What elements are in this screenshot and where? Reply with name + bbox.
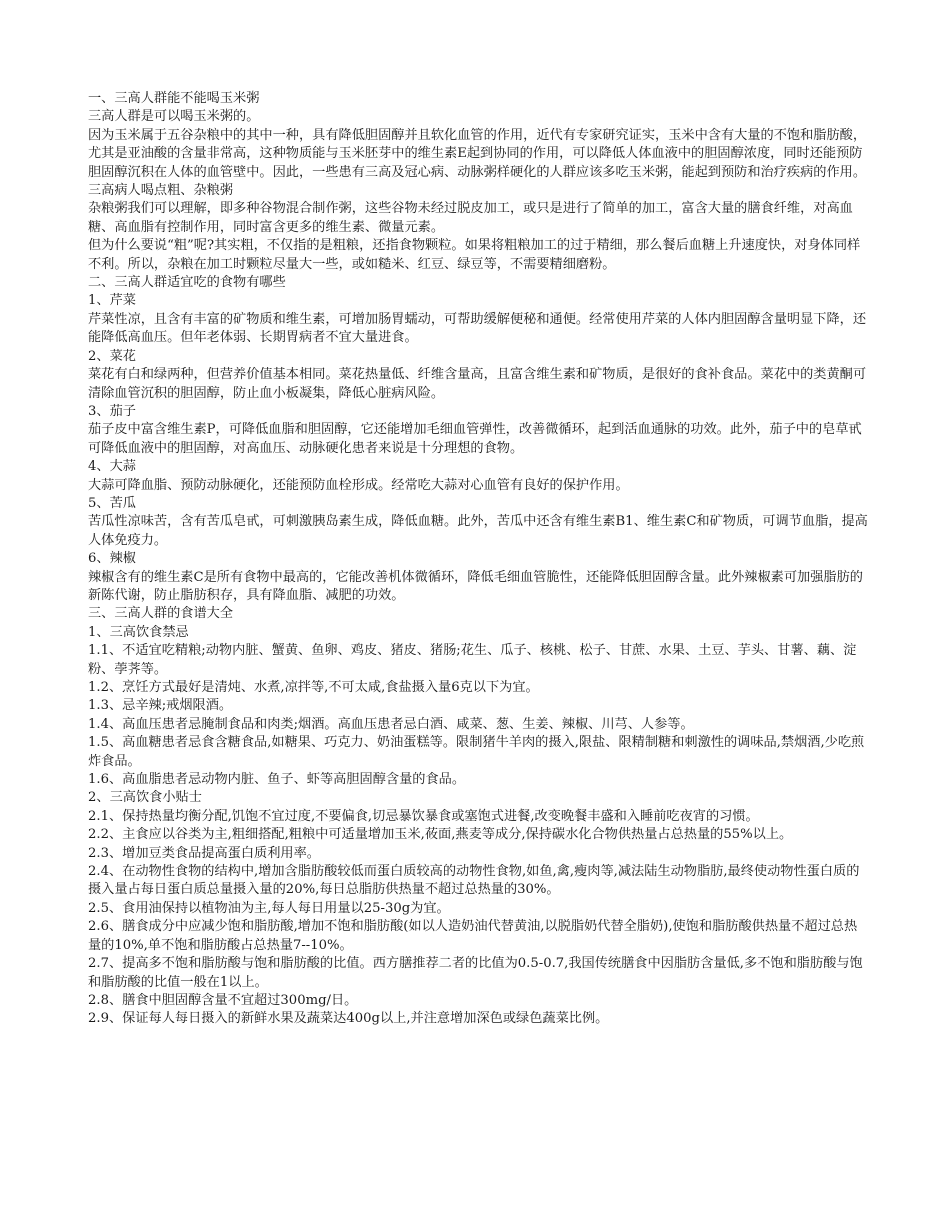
document-body: [88, 90, 868, 1029]
item-heading: 1、三高饮食禁忌: [88, 624, 189, 640]
item-heading: 2、三高饮食小贴士: [88, 790, 202, 806]
section-heading: 三、三高人群的食谱大全: [88, 606, 234, 622]
list-item: 2.8、膳食中胆固醇含量不宜超过300mg/日。: [88, 992, 358, 1008]
paragraph: 三高人群是可以喝玉米粥的。: [88, 109, 260, 125]
item-heading: 2、菜花: [88, 348, 136, 364]
paragraph: 菜花有白和绿两种，但营养价值基本相同。菜花热量低、纤维含量高，且富含维生素和矿物质，是很好的食补食品。菜花中的类黄酮可清除血管沉积的胆固醇，防止血小板凝集，降低心脏病风险。: [88, 367, 867, 401]
list-item: 1.3、忌辛辣;戒烟限酒。: [88, 698, 233, 714]
paragraph: 苦瓜性凉味苦，含有苦瓜皂甙，可刺激胰岛素生成，降低血糖。此外，苦瓜中还含有维生素B1、维生素C和矿物质，可调节血脂，提高人体免疫力。: [88, 514, 868, 548]
paragraph: 辣椒含有的维生素C是所有食物中最高的，它能改善机体微循环，降低毛细血管脆性，还能降低胆固醇含量。此外辣椒素可加强脂肪的新陈代谢，防止脂肪积存，具有降血脂、减肥的功效。: [88, 569, 863, 603]
list-item: 1.4、高血压患者忌腌制食品和肉类;烟酒。高血压患者忌白酒、咸菜、葱、生姜、辣椒、川芎、人参等。: [88, 716, 694, 732]
paragraph: 芹菜性凉，且含有丰富的矿物质和维生素，可增加肠胃蠕动，可帮助缓解便秘和通便。经常使用芹菜的人体内胆固醇含量明显下降，还能降低高血压。但年老体弱、长期胃病者不宜大量进食。: [88, 311, 867, 346]
item-heading: 3、茄子: [88, 403, 136, 419]
paragraph: 但为什么要说“粗”呢?其实粗，不仅指的是粗粮，还指食物颗粒。如果将粗粮加工的过于精细，那么餐后血糖上升速度快，对身体同样不利。所以，杂粮在加工时颗粒尽量大一些，或如糙米、红豆、绿豆等，不需要精细磨粉。: [88, 238, 861, 272]
list-item: 2.1、保持热量均衡分配,饥饱不宜过度,不要偏食,切忌暴饮暴食或塞饱式进餐,改变晚餐丰盛和入睡前吃夜宵的习惯。: [88, 808, 759, 824]
paragraph: 杂粮粥我们可以理解，即多种谷物混合制作粥，这些谷物未经过脱皮加工，或只是进行了简单的加工，富含大量的膳食纤维，对高血糖、高血脂有控制作用，同时富含更多的维生素、微量元素。: [88, 201, 853, 235]
section-heading: 二、三高人群适宜吃的食物有哪些: [88, 275, 286, 291]
list-item: 2.9、保证每人每日摄入的新鲜水果及蔬菜达400g以上,并注意增加深色或绿色蔬菜比例。: [88, 1011, 609, 1027]
list-item: 2.2、主食应以谷类为主,粗细搭配,粗粮中可适量增加玉米,莜面,燕麦等成分,保持碳水化合物供热量占总热量的55%以上。: [88, 827, 793, 843]
list-item: 2.7、提高多不饱和脂肪酸与饱和脂肪酸的比值。西方膳推荐二者的比值为0.5-0.7,我国传统膳食中因脂肪含量低,多不饱和脂肪酸与饱和脂肪酸的比值一般在1以上。: [88, 956, 863, 990]
list-item: 1.6、高血脂患者忌动物内脏、鱼子、虾等高胆固醇含量的食品。: [88, 772, 466, 788]
list-item: 2.3、增加豆类食品提高蛋白质利用率。: [88, 845, 320, 861]
item-heading: 5、苦瓜: [88, 495, 136, 511]
list-item: 1.2、烹饪方式最好是清炖、水煮,凉拌等,不可太咸,食盐摄入量6克以下为宜。: [88, 680, 539, 695]
list-item: 1.1、不适宜吃精粮;动物内脏、蟹黄、鱼卵、鸡皮、猪皮、猪肠;花生、瓜子、核桃、松子、甘蔗、水果、土豆、芋头、甘薯、藕、淀粉、荸荠等。: [88, 643, 857, 677]
subheading: 三高病人喝点粗、杂粮粥: [88, 183, 234, 199]
list-item: 2.6、膳食成分中应减少饱和脂肪酸,增加不饱和脂肪酸(如以人造奶油代替黄油,以脱脂奶代替全脂奶),使饱和脂肪酸供热量不超过总热量的10%,单不饱和脂肪酸占总热量7--10%。: [88, 919, 858, 953]
section-heading: 一、三高人群能不能喝玉米粥: [88, 91, 260, 106]
item-heading: 6、辣椒: [88, 551, 136, 567]
paragraph: 茄子皮中富含维生素P，可降低血脂和胆固醇，它还能增加毛细血管弹性，改善微循环，起到活血通脉的功效。此外，茄子中的皂草甙可降低血液中的胆固醇，对高血压、动脉硬化患者来说是十分理想的食物。: [88, 422, 862, 456]
paragraph: 因为玉米属于五谷杂粮中的其中一种，具有降低胆固醇并且软化血管的作用，近代有专家研究证实，玉米中含有大量的不饱和脂肪酸，尤其是亚油酸的含量非常高，这种物质能与玉米胚芽中的维生素E起到协同的作用，可以降低人体血液中的胆固醇浓度，同时还能预防胆固醇沉积在人体的血管壁中。因此，一些患有三高及冠心病、动脉粥样硬化的人群应该多吃玉米粥，能起到预防和治疗疾病的作用。: [88, 127, 867, 180]
item-heading: 4、大蒜: [88, 459, 136, 475]
list-item: 2.5、食用油保持以植物油为主,每人每日用量以25-30g为宜。: [88, 900, 450, 916]
list-item: 1.5、高血糖患者忌食含糖食品,如糖果、巧克力、奶油蛋糕等。限制猪牛羊肉的摄入,限盐、限精制糖和刺激性的调味品,禁烟酒,少吃煎炸食品。: [88, 735, 865, 769]
paragraph: 大蒜可降血脂、预防动脉硬化，还能预防血栓形成。经常吃大蒜对心血管有良好的保护作用。: [88, 477, 629, 493]
list-item: 2.4、在动物性食物的结构中,增加含脂肪酸较低而蛋白质较高的动物性食物,如鱼,禽,瘦肉等,减法陆生动物脂肪,最终使动物性蛋白质的摄入量占每日蛋白质总量摄入量的20%,每日总脂肪供热量不超过总热量的30%。: [88, 864, 860, 898]
item-heading: 1、芹菜: [88, 293, 136, 309]
